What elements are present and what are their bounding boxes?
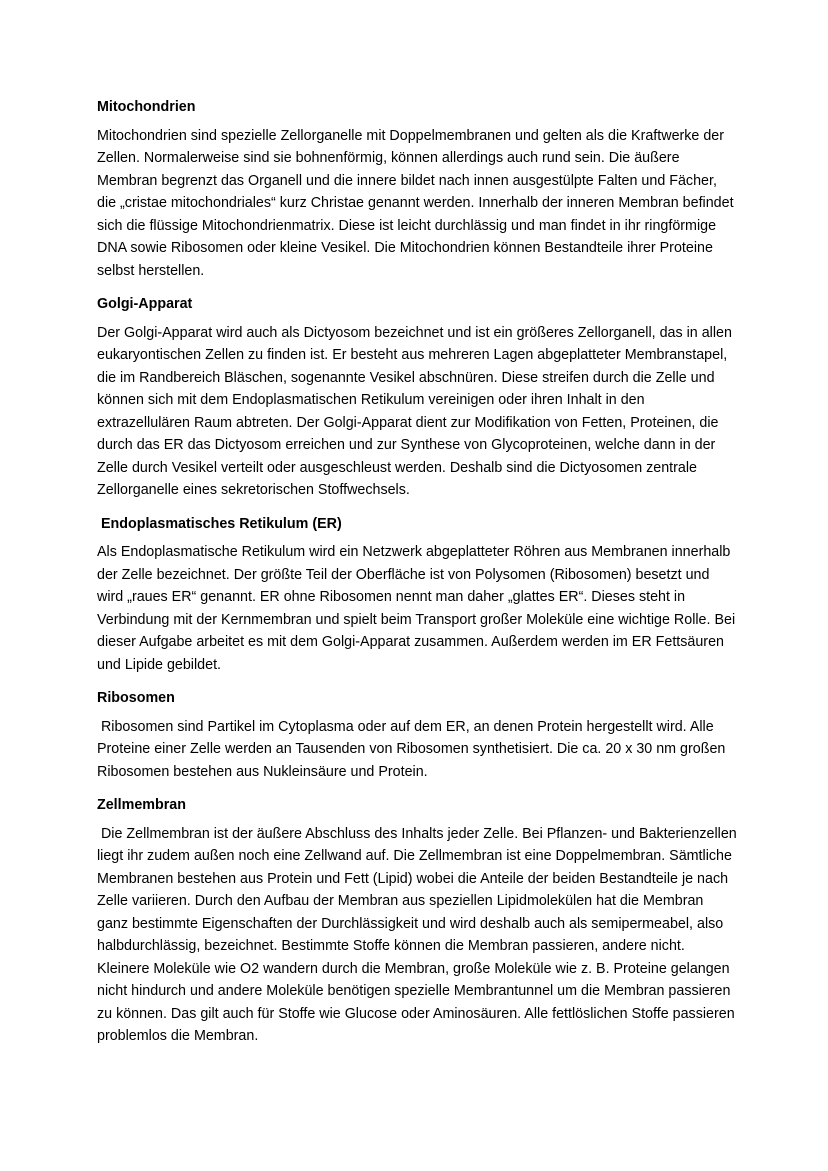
section-golgi-apparat: [97, 293, 737, 502]
section-paragraph: Der Golgi-Apparat wird auch als Dictyosom bezeichnet und ist ein größeres Zellorganell, das in allen eukaryontischen Zellen zu finden ist. Er besteht aus mehreren Lagen abgeplatteter Membranstapel, die im Randbereich Bläschen, sogenannte Vesikel abschnüren. Diese streifen durch die Zelle und können sich mit dem Endoplasmatischen Retikulum vereinigen oder ihren Inhalt in den extrazellulären Raum abtreten. Der Golgi-Apparat dient zur Modifikation von Fetten, Proteinen, die durch das ER das Dictyosom erreichen und zur Synthese von Glycoproteinen, welche dann in der Zelle durch Vesikel verteilt oder ausgeschleust werden. Deshalb sind die Dictyosomen zentrale Zellorganelle eines sekretorischen Stoffwechsels.: [97, 324, 736, 498]
section-zellmembran: [97, 794, 741, 1048]
section-heading: Endoplasmatisches Retikulum (ER): [97, 515, 342, 532]
document-content: [97, 96, 741, 1059]
section-heading: Golgi-Apparat: [97, 296, 193, 312]
section-ribosomen: [97, 687, 737, 783]
section-endoplasmatisches-retikulum: [97, 513, 740, 677]
section-paragraph: Als Endoplasmatische Retikulum wird ein Netzwerk abgeplatteter Röhren aus Membranen innerhalb der Zelle bezeichnet. Der größte Teil der Oberfläche ist von Polysomen (Ribosomen) besetzt und wird „raues ER“ genannt. ER ohne Ribosomen nennt man daher „glattes ER“. Dieses steht in Verbindung mit der Kernmembran und spielt beim Transport großer Moleküle eine wichtige Rolle. Bei dieser Aufgabe arbeitet es mit dem Golgi-Apparat zusammen. Außerdem werden im ER Fettsäuren und Lipide gebildet.: [97, 544, 740, 673]
section-paragraph: Ribosomen sind Partikel im Cytoplasma oder auf dem ER, an denen Protein hergestellt wird. Alle Proteine einer Zelle werden an Tausenden von Ribosomen synthetisiert. Die ca. 20 x 30 nm großen Ribosomen bestehen aus Nukleinsäure und Protein.: [97, 718, 730, 780]
section-heading: Mitochondrien: [97, 99, 196, 115]
section-paragraph: Die Zellmembran ist der äußere Abschluss des Inhalts jeder Zelle. Bei Pflanzen- und Bakterienzellen liegt ihr zudem außen noch eine Zellwand auf. Die Zellmembran ist eine Doppelmembran. Sämtliche Membranen bestehen aus Protein und Fett (Lipid) wobei die Anteile der beiden Bestandteile je nach Zelle variieren. Durch den Aufbau der Membran aus speziellen Lipidmolekülen hat die Membran ganz bestimmte Eigenschaften der Durchlässigkeit und wird deshalb auch als semipermeabel, also halbdurchlässig, bezeichnet. Bestimmte Stoffe können die Membran passieren, andere nicht. Kleinere Moleküle wie O2 wandern durch die Membran, große Moleküle wie z. B. Proteine gelangen nicht hindurch und andere Moleküle benötigen spezielle Membrantunnel um die Membran passieren zu können. Das gilt auch für Stoffe wie Glucose oder Aminosäuren. Alle fettlöslichen Stoffe passieren problemlos die Membran.: [97, 825, 741, 1044]
section-heading: Zellmembran: [97, 797, 186, 813]
section-heading: Ribosomen: [97, 690, 175, 706]
section-mitochondrien: [97, 96, 737, 282]
section-paragraph: Mitochondrien sind spezielle Zellorganelle mit Doppelmembranen und gelten als die Kraftwerke der Zellen. Normalerweise sind sie bohnenförmig, können allerdings auch rund sein. Die äußere Membran begrenzt das Organell und die innere bildet nach innen ausgestülpte Falten und Fächer, die „cristae mitochondriales“ kurz Christae genannt werden. Innerhalb der inneren Membran befindet sich die flüssige Mitochondrienmatrix. Diese ist leicht durchlässig und man findet in ihr ringförmige DNA sowie Ribosomen oder kleine Vesikel. Die Mitochondrien können Bestandteile ihrer Proteine selbst herstellen.: [97, 127, 738, 279]
